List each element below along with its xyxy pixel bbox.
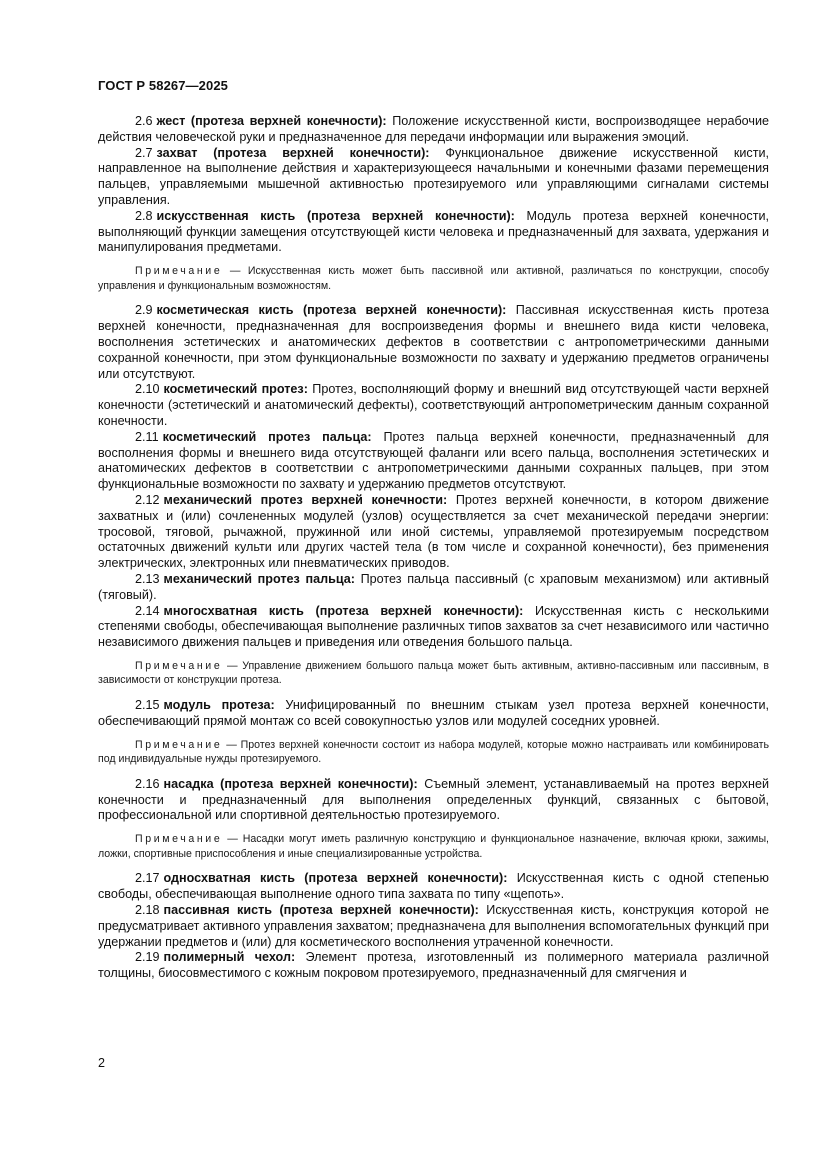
entry-text: Протез пальца пассивный (с храповым механизмом) или активный (тяговый).: [98, 571, 769, 602]
definition-entry: [98, 903, 769, 950]
entry-number: 2.18: [135, 903, 160, 918]
entry-term: жест (протеза верхней конечности):: [156, 114, 387, 128]
entry-text: Модуль протеза верхней конечности, выполняющий функции замещения отсутствующей кисти человека и предназначенный для захвата, удержания и манипулирования предметами.: [98, 208, 770, 255]
note-text: — Насадки могут иметь различную конструкцию и функциональное назначение, включая крюки, зажимы, ложки, спортивные приспособления и иные специализированные устройства.: [98, 833, 769, 860]
entry-number: 2.8: [135, 208, 153, 223]
definition-entry: [98, 698, 769, 730]
entry-term: механический протез пальца:: [163, 571, 355, 586]
entry-number: 2.13: [135, 571, 160, 586]
definition-entry: [98, 303, 769, 382]
entry-number: 2.10: [135, 382, 160, 397]
entry-text: Искусственная кисть с одной степенью свободы, обеспечивающая выполнение одного типа захвата по типу «щепоть».: [98, 871, 769, 902]
definition-entry: [98, 430, 769, 493]
note: [98, 659, 769, 688]
entry-number: 2.9: [135, 303, 153, 318]
entry-number: 2.17: [135, 871, 160, 886]
note-label: Примечание: [135, 738, 223, 751]
entry-term: механический протез верхней конечности:: [163, 492, 448, 507]
entry-text: Пассивная искусственная кисть протеза верхней конечности, предназначенная для воспроизведения формы и внешнего вида кисти человека, восполнения эстетических и анатомических дефектов в соответствии с антропометрическими данными сохранной конечности, при этом функциональные возможности по захвату и удержанию предметов ограничены или отсутствуют.: [98, 303, 769, 381]
entry-number: 2.15: [135, 698, 160, 713]
entry-term: модуль протеза:: [163, 698, 275, 713]
note-text: — Управление движением большого пальца может быть активным, активно-пассивным или пассивным, в зависимости от конструкции протеза.: [98, 659, 769, 687]
document-header: ГОСТ Р 58267—2025: [98, 78, 228, 93]
note: [98, 832, 769, 861]
definition-entry: [98, 777, 769, 824]
note: [98, 264, 769, 293]
entry-text: Протез пальца верхней конечности, предназначенный для восполнения формы и внешнего вида отсутствующей фаланги или всего пальца, восполнения эстетических и анатомических дефектов в соответствии с антропометрическими данными сохранных пальцев, при этом функциональные возможности по захвату и удержанию предметов отсутствуют.: [98, 429, 769, 492]
document-body: [98, 114, 769, 982]
entry-number: 2.12: [135, 492, 160, 507]
definition-entry: [98, 572, 769, 604]
definition-entry: [98, 950, 769, 982]
note-text: — Искусственная кисть может быть пассивной или активной, различаться по конструкции, способу управления и функциональным возможностям.: [98, 265, 769, 292]
entry-term: косметический протез:: [163, 382, 308, 397]
definition-entry: [98, 493, 769, 572]
entry-term: насадка (протеза верхней конечности):: [163, 776, 418, 791]
entry-term: захват (протеза верхней конечности):: [156, 145, 430, 160]
entry-term: полимерный чехол:: [163, 950, 296, 965]
entry-text: Функциональное движение искусственной кисти, направленное на выполнение действия и характеризующееся начальными и конечными фазами перемещения пальцев, управляемыми мышечной активностью протезируемого или управляющими сигналами системы управления.: [98, 145, 769, 207]
entry-term: косметическая кисть (протеза верхней конечности):: [156, 303, 507, 318]
entry-text: Протез верхней конечности, в котором движение захватных и (или) сочлененных модулей (узлов) осуществляется за счет механической передачи энергии: тросовой, тяговой, рычажной, пружинной или иной системы, управляемой протезируемым посредством остаточных движений культи или других частей тела (в том числе и сохранной конечности), без применения электрических, электронных или пневматических приводов.: [98, 492, 769, 571]
note-label: Примечание: [135, 833, 223, 846]
entry-text: Положение искусственной кисти, воспроизводящее нерабочие действия человеческой руки и предназначенное для передачи информации или выражения эмоций.: [98, 114, 769, 144]
entry-term: односхватная кисть (протеза верхней конечности):: [163, 871, 508, 886]
entry-number: 2.19: [135, 950, 160, 965]
page-number: 2: [98, 1056, 106, 1070]
entry-number: 2.6: [135, 114, 153, 128]
entry-text: Унифицированный по внешним стыкам узел протеза верхней конечности, обеспечивающий прямой монтаж со всей совокупностью узлов или модулей соседних уровней.: [98, 698, 769, 728]
note-label: Примечание: [135, 265, 223, 278]
entry-term: косметический протез пальца:: [162, 429, 372, 444]
definition-entry: [98, 871, 769, 903]
entry-text: Съемный элемент, устанавливаемый на протез верхней конечности и предназначенный для выполнения определенных функций, связанных с бытовой, профессиональной или спортивной деятельностью протезируемого.: [98, 776, 769, 823]
entry-term: многосхватная кисть (протеза верхней конечности):: [163, 603, 524, 618]
definition-entry: [98, 146, 769, 209]
note: [98, 738, 769, 767]
entry-text: Искусственная кисть с несколькими степенями свободы, обеспечивающая выполнение различных типов захватов за счет независимого или частично независимого движения пальцев и приведения или отведения большого пальца.: [98, 603, 769, 650]
note-label: Примечание: [135, 659, 223, 672]
entry-number: 2.14: [135, 603, 160, 618]
entry-text: Протез, восполняющий форму и внешний вид отсутствующей части верхней конечности (эстетический и анатомический дефекты), соответствующий антропометрическим данным сохранной конечности.: [98, 382, 769, 428]
note-text: — Протез верхней конечности состоит из набора модулей, которые можно настраивать или комбинировать под индивидуальные нужды протезируемого.: [98, 738, 769, 766]
entry-term: пассивная кисть (протеза верхней конечности):: [163, 903, 479, 918]
entry-number: 2.16: [135, 776, 160, 791]
definition-entry: [98, 209, 769, 256]
entry-text: Элемент протеза, изготовленный из полимерного материала различной толщины, биосовместимого с кожным покровом протезируемого, предназначенный для смягчения и: [98, 950, 769, 981]
entry-text: Искусственная кисть, конструкция которой не предусматривает активного управления захватом; предназначена для выполнения вспомогательных функций при удержании предметов и (или) для косметического восполнения утраченной конечности.: [98, 903, 770, 949]
definition-entry: [98, 604, 769, 651]
definition-entry: [98, 114, 769, 146]
entry-number: 2.7: [135, 145, 153, 160]
entry-number: 2.11: [135, 429, 159, 444]
entry-term: искусственная кисть (протеза верхней конечности):: [156, 208, 515, 223]
definition-entry: [98, 382, 769, 429]
